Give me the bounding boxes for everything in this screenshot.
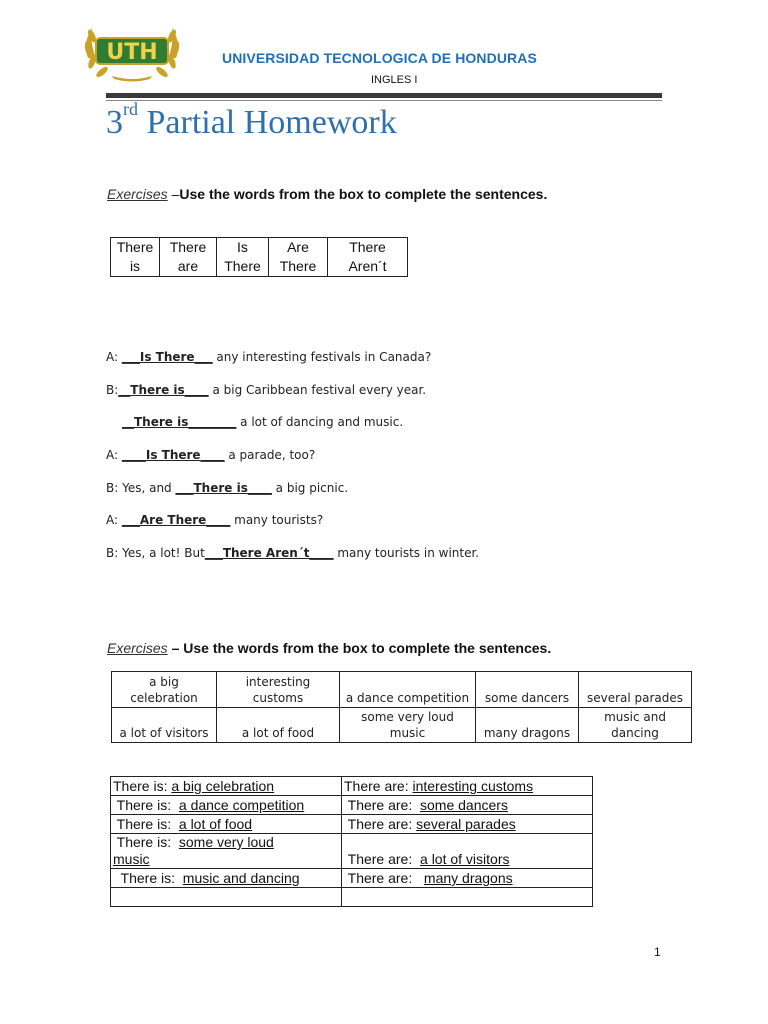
table-row [111, 777, 593, 796]
answer: There is [130, 383, 185, 397]
answer: Is There [139, 350, 195, 364]
table-cell: There is: a big celebration [111, 777, 342, 796]
answer: Is There [145, 448, 201, 462]
logo-text: UTH [106, 40, 158, 65]
exercises-label: Exercises [107, 640, 168, 656]
table-cell: There are: some dancers [342, 796, 593, 815]
word-cell: There is [111, 238, 160, 277]
answer-table [110, 776, 593, 907]
table-row [111, 796, 593, 815]
table-cell: There is: music and dancing [111, 869, 342, 888]
word-box-1 [110, 237, 408, 277]
table-row [111, 815, 593, 834]
section1-instruction [107, 186, 547, 202]
dash: – [167, 186, 180, 202]
word-cell: several parades [579, 672, 692, 708]
dialogue-line: A: ___Are There____ many tourists? [106, 513, 324, 527]
dialogue-line: __There is________ a lot of dancing and music. [122, 415, 404, 429]
answer: Are There [139, 513, 207, 527]
word-cell: interesting customs [217, 672, 340, 708]
word-box-1-row [111, 238, 408, 277]
table-cell: There is: some very loud music [111, 834, 342, 869]
word-cell: There Aren´t [328, 238, 408, 277]
dialogue-line: A: ____Is There____ a parade, too? [106, 448, 316, 462]
word-cell: a big celebration [112, 672, 217, 708]
word-box-2-row [112, 708, 692, 743]
table-row [111, 888, 593, 907]
instruction-text: Use the words from the box to complete the sentences. [179, 186, 548, 202]
title-ordinal: rd [123, 99, 138, 119]
dialogue-line: B: Yes, and ___There is____ a big picnic. [106, 481, 349, 495]
title-text: Partial Homework [138, 104, 397, 141]
answer: There is [134, 415, 189, 429]
exercises-label: Exercises [107, 186, 168, 202]
title-number: 3 [106, 104, 123, 141]
instruction-text: Use the words from the box to complete the sentences. [183, 640, 552, 656]
word-cell: Are There [269, 238, 328, 277]
course-name: INGLES I [371, 74, 418, 86]
table-cell: There are: many dragons [342, 869, 593, 888]
table-cell: There are: several parades [342, 815, 593, 834]
word-box-2 [111, 671, 692, 743]
word-cell: a lot of visitors [112, 708, 217, 743]
answer: There is [193, 481, 248, 495]
table-row [111, 834, 593, 869]
word-cell: a lot of food [217, 708, 340, 743]
dialogue-line: B:__There is____ a big Caribbean festival every year. [106, 383, 427, 397]
table-cell [111, 888, 342, 907]
page-title [106, 99, 397, 142]
word-cell: many dragons [476, 708, 579, 743]
answer: There Aren´t [222, 546, 310, 560]
table-cell: There are: a lot of visitors [342, 834, 593, 869]
university-logo [78, 18, 186, 82]
word-box-2-row [112, 672, 692, 708]
section2-instruction [107, 640, 551, 656]
table-row [111, 869, 593, 888]
table-cell: There is: a dance competition [111, 796, 342, 815]
header-divider-thin [106, 100, 662, 101]
dash: – [167, 640, 184, 656]
word-cell: There are [160, 238, 217, 277]
word-cell: some dancers [476, 672, 579, 708]
dialogue-line: A: ___Is There___ any interesting festivals in Canada? [106, 350, 432, 364]
word-cell: some very loud music [340, 708, 476, 743]
word-cell: a dance competition [340, 672, 476, 708]
dialogue-line: B: Yes, a lot! But___There Aren´t____ many tourists in winter. [106, 546, 480, 560]
word-cell: Is There [217, 238, 269, 277]
table-cell: There are: interesting customs [342, 777, 593, 796]
word-cell: music and dancing [579, 708, 692, 743]
table-cell [342, 888, 593, 907]
header-divider [106, 93, 662, 98]
university-name: UNIVERSIDAD TECNOLOGICA DE HONDURAS [222, 50, 537, 66]
page-number: 1 [654, 945, 661, 959]
table-cell: There is: a lot of food [111, 815, 342, 834]
